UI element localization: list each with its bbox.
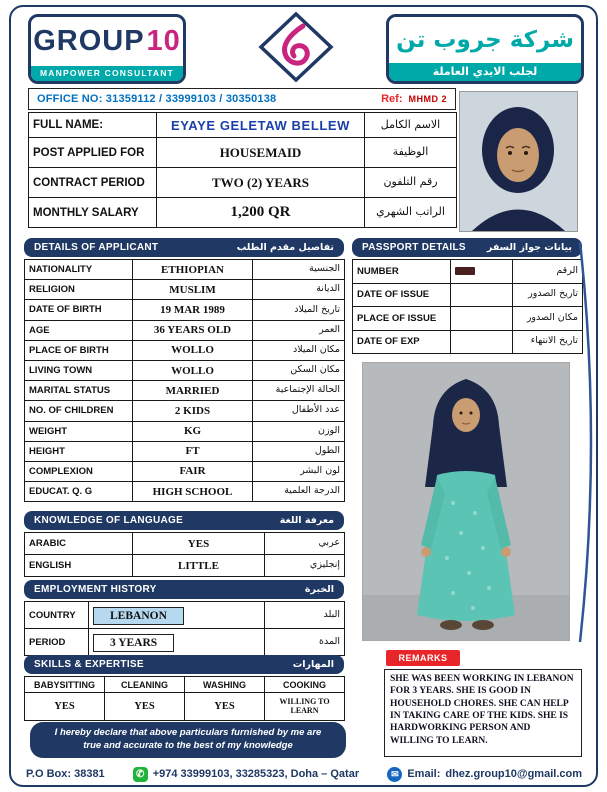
table-row [25, 280, 345, 300]
table-row [29, 113, 457, 138]
skill-header: CLEANING [105, 677, 185, 693]
field-label: WEIGHT [25, 421, 133, 441]
field-label: ARABIC [25, 533, 133, 555]
field-label-arabic: المدة [265, 629, 345, 656]
field-value: 36 YEARS OLD [133, 320, 253, 340]
whatsapp-icon: ✆ [133, 767, 148, 782]
skill-header: WASHING [185, 677, 265, 693]
field-label-arabic: الطول [253, 441, 345, 461]
agency-logo-text [31, 17, 183, 66]
field-label: FULL NAME: [29, 113, 157, 138]
field-label: NO. OF CHILDREN [25, 401, 133, 421]
logo-banner: MANPOWER CONSULTANT [31, 66, 183, 81]
table-row [25, 421, 345, 441]
field-label-arabic: تاريخ الميلاد [253, 300, 345, 320]
field-value: WOLLO [133, 340, 253, 360]
skill-value: YES [105, 693, 185, 721]
field-value-cell [451, 330, 513, 354]
skill-value: WILLING TO LEARN [265, 693, 345, 721]
field-label: NUMBER [353, 260, 451, 284]
field-value-cell [89, 602, 265, 629]
section-header-language [24, 511, 344, 530]
field-label-arabic: الوظيفة [365, 138, 457, 168]
section-title-arabic: تفاصيل مقدم الطلب [236, 242, 334, 253]
details-table [24, 259, 345, 502]
section-title-arabic: بيانات جواز السفر [486, 242, 572, 253]
table-row [353, 260, 583, 284]
field-value: MARRIED [133, 381, 253, 401]
table-row [25, 461, 345, 481]
section-title: SKILLS & EXPERTISE [34, 659, 144, 670]
field-label-arabic: إنجليزي [265, 555, 345, 577]
main-info-table [28, 112, 457, 228]
field-label: EDUCAT. Q. G [25, 482, 133, 502]
email-icon: ✉ [387, 767, 402, 782]
company-name-arabic: شركة جروب تن [396, 27, 574, 53]
field-label-arabic: الجنسية [253, 260, 345, 280]
remarks-title: REMARKS [386, 650, 460, 666]
field-label-arabic: عدد الأطفال [253, 401, 345, 421]
field-label-arabic: الوزن [253, 421, 345, 441]
field-label: HEIGHT [25, 441, 133, 461]
field-label-arabic: تاريخ الصدور [513, 283, 583, 307]
email-contact [387, 767, 582, 782]
field-value: YES [133, 533, 265, 555]
ref-label: Ref: [381, 93, 403, 105]
field-value: 19 MAR 1989 [133, 300, 253, 320]
language-table [24, 532, 345, 577]
section-title: PASSPORT DETAILS [362, 242, 466, 253]
field-label: MONTHLY SALARY [29, 198, 157, 228]
remarks-text: SHE WAS BEEN WORKING IN LEBANON FOR 3 YEARS. SHE IS GOOD IN HOUSEHOLD CHORES. SHE CAN HELP IN TAKING CARE OF THE KIDS. SHE IS HARDWORKING PERSON AND WILLING TO LEARN. [384, 669, 582, 757]
skills-table [24, 676, 345, 721]
phone-numbers: +974 33999103, 33285323, Doha – Qatar [152, 768, 360, 780]
company-name-box [386, 14, 584, 84]
table-row [25, 677, 345, 693]
field-label: LIVING TOWN [25, 360, 133, 380]
logo-word: GROUP [33, 25, 145, 57]
skill-header: COOKING [265, 677, 345, 693]
field-label: PLACE OF BIRTH [25, 340, 133, 360]
field-label-arabic: الدرجة العلمية [253, 482, 345, 502]
decorative-curve [576, 242, 602, 642]
field-value-cell [451, 307, 513, 331]
field-label-arabic: مكان الميلاد [253, 340, 345, 360]
field-value: WOLLO [133, 360, 253, 380]
employment-table [24, 601, 345, 656]
email-label: Email: [407, 768, 441, 780]
phone-contact [133, 767, 359, 782]
table-row [29, 168, 457, 198]
office-numbers: OFFICE NO: 31359112 / 33999103 / 30350138 [37, 93, 277, 105]
logo-number: 10 [146, 25, 181, 57]
field-label: PERIOD [25, 629, 89, 656]
field-value: TWO (2) YEARS [157, 168, 365, 198]
field-label: RELIGION [25, 280, 133, 300]
table-row [25, 482, 345, 502]
applicant-headshot-photo [459, 91, 578, 232]
skill-header: BABYSITTING [25, 677, 105, 693]
field-value: KG [133, 421, 253, 441]
field-label-arabic: تاريخ الانتهاء [513, 330, 583, 354]
field-value: 1,200 QR [157, 198, 365, 228]
table-row [25, 320, 345, 340]
agency-logo [28, 14, 186, 84]
field-label: DATE OF BIRTH [25, 300, 133, 320]
table-row [25, 381, 345, 401]
field-value: HOUSEMAID [157, 138, 365, 168]
diamond-logo-icon [256, 11, 336, 83]
table-row [25, 360, 345, 380]
section-header-passport [352, 238, 582, 257]
table-row [29, 138, 457, 168]
field-label-arabic: الاسم الكامل [365, 113, 457, 138]
field-value-cell [451, 260, 513, 284]
table-row [25, 300, 345, 320]
field-label: CONTRACT PERIOD [29, 168, 157, 198]
section-title-arabic: معرفة اللغة [279, 515, 334, 526]
field-label: DATE OF EXP [353, 330, 451, 354]
field-value: HIGH SCHOOL [133, 482, 253, 502]
footer [26, 763, 582, 785]
section-header-employment [24, 580, 344, 599]
section-title-arabic: المهارات [292, 659, 334, 670]
field-label-arabic: مكان السكن [253, 360, 345, 380]
country-value: LEBANON [93, 607, 184, 625]
field-label-arabic: البلد [265, 602, 345, 629]
field-label: PLACE OF ISSUE [353, 307, 451, 331]
table-row [353, 283, 583, 307]
period-value: 3 YEARS [93, 634, 174, 652]
field-value: 2 KIDS [133, 401, 253, 421]
section-title: DETAILS OF APPLICANT [34, 242, 159, 253]
ref-value: MHMD 2 [408, 94, 447, 104]
table-row [25, 555, 345, 577]
field-label: ENGLISH [25, 555, 133, 577]
field-label-arabic: الديانة [253, 280, 345, 300]
field-label: MARITAL STATUS [25, 381, 133, 401]
field-value: ETHIOPIAN [133, 260, 253, 280]
field-label: COMPLEXION [25, 461, 133, 481]
declaration-statement: I hereby declare that above particulars furnished by me are true and accurate to the best of my knowledge [30, 722, 346, 758]
table-row [25, 340, 345, 360]
field-label-arabic: الراتب الشهري [365, 198, 457, 228]
table-row [25, 260, 345, 280]
field-label-arabic: الرقم [513, 260, 583, 284]
section-header-details [24, 238, 344, 257]
table-row [25, 629, 345, 656]
field-value: FT [133, 441, 253, 461]
field-label: NATIONALITY [25, 260, 133, 280]
field-value: FAIR [133, 461, 253, 481]
field-label: COUNTRY [25, 602, 89, 629]
table-row [29, 198, 457, 228]
field-label-arabic: العمر [253, 320, 345, 340]
field-label: POST APPLIED FOR [29, 138, 157, 168]
table-row [25, 533, 345, 555]
field-label-arabic: عربي [265, 533, 345, 555]
skill-value: YES [185, 693, 265, 721]
passport-table [352, 259, 583, 354]
section-title-arabic: الخبرة [304, 584, 334, 595]
field-value-cell [89, 629, 265, 656]
applicant-fullbody-photo [362, 362, 570, 641]
table-row [353, 307, 583, 331]
company-tagline-arabic: لجلب الايدي العاملة [389, 63, 581, 81]
applicant-name: EYAYE GELETAW BELLEW [157, 113, 365, 138]
field-label: DATE OF ISSUE [353, 283, 451, 307]
table-row [25, 602, 345, 629]
table-row [353, 330, 583, 354]
table-row [25, 441, 345, 461]
field-value: LITTLE [133, 555, 265, 577]
table-row [25, 693, 345, 721]
field-label-arabic: الحالة الإجتماعية [253, 381, 345, 401]
field-label-arabic: مكان الصدور [513, 307, 583, 331]
field-value: MUSLIM [133, 280, 253, 300]
redaction-mark [455, 267, 475, 275]
field-value-cell [451, 283, 513, 307]
section-header-skills [24, 655, 344, 674]
field-label-arabic: رقم التلفون [365, 168, 457, 198]
field-label: AGE [25, 320, 133, 340]
section-title: KNOWLEDGE OF LANGUAGE [34, 515, 184, 526]
field-label-arabic: لون البشر [253, 461, 345, 481]
section-title: EMPLOYMENT HISTORY [34, 584, 157, 595]
pobox: P.O Box: 38381 [26, 768, 105, 780]
email-address: dhez.group10@gmail.com [445, 768, 582, 780]
office-number-row [28, 88, 456, 110]
table-row [25, 401, 345, 421]
skill-value: YES [25, 693, 105, 721]
